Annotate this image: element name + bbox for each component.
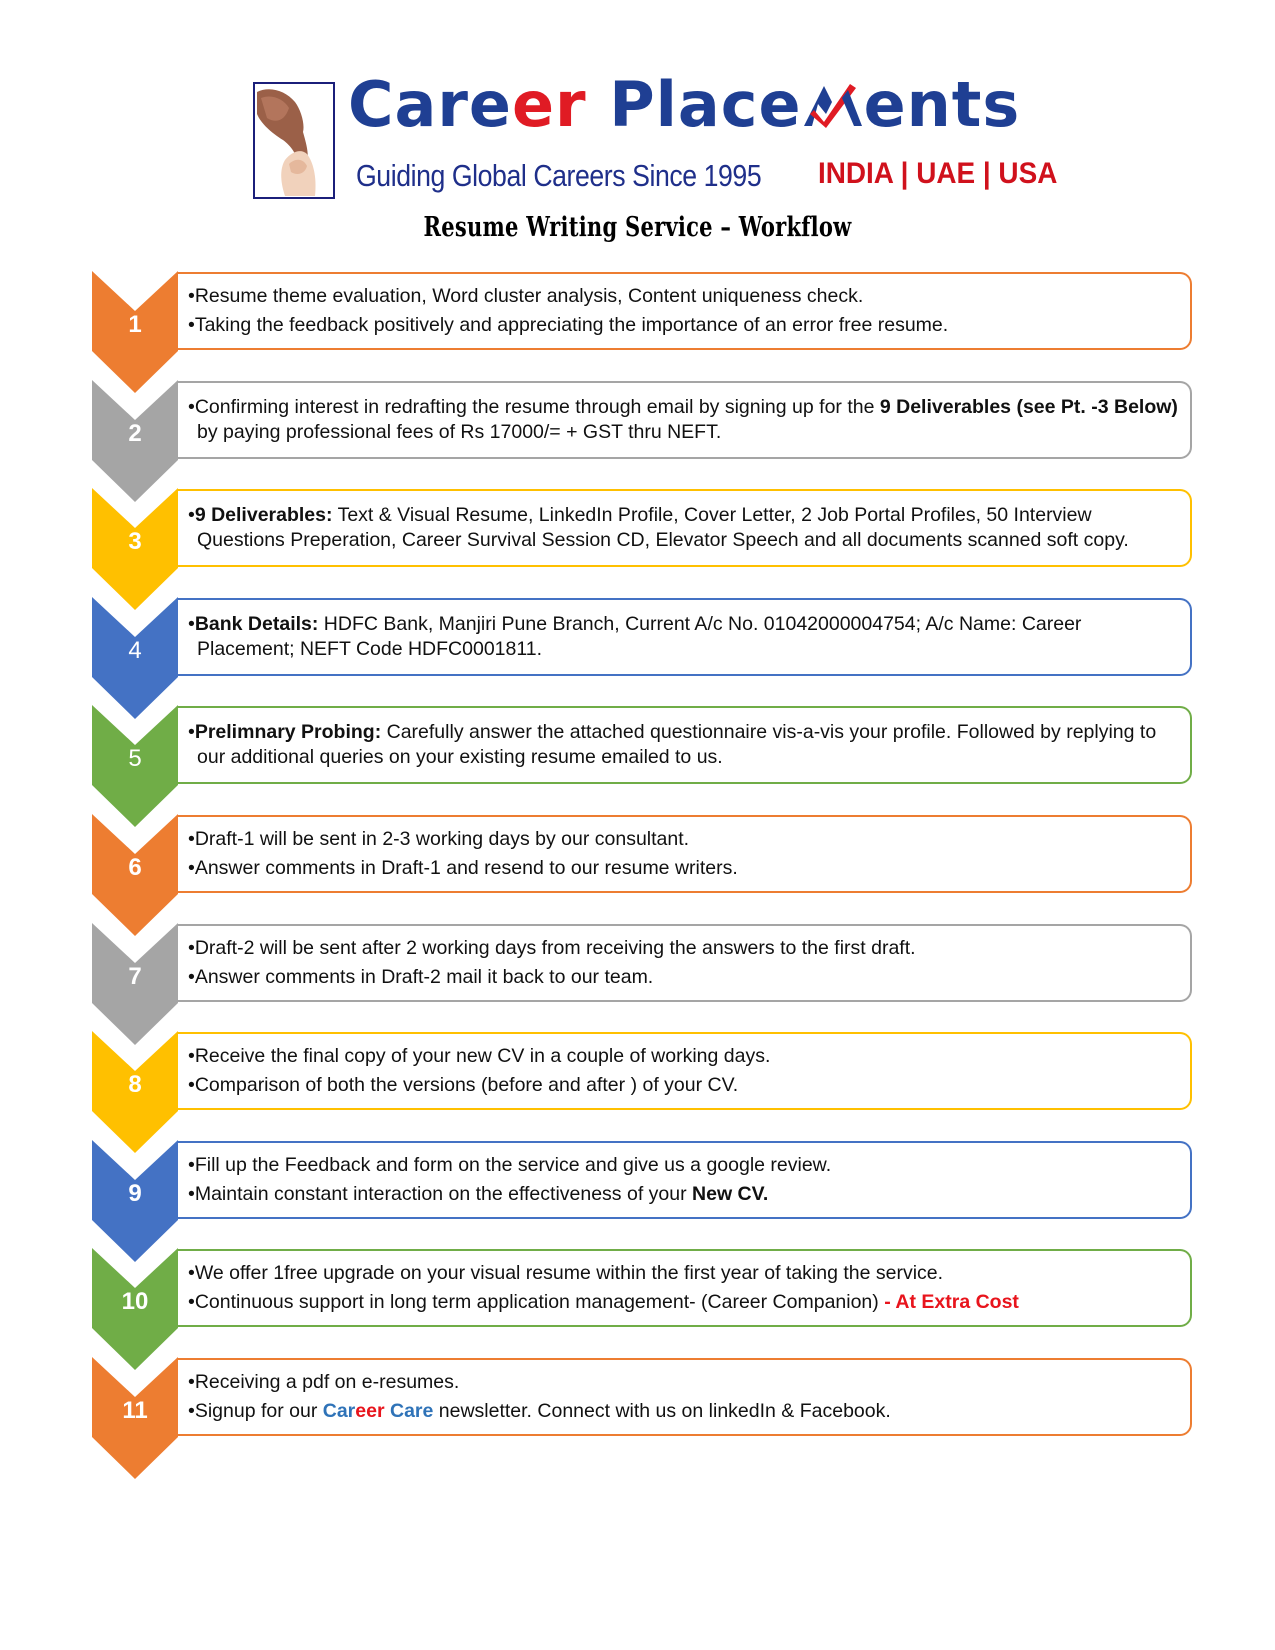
step-bullet	[188, 934, 1184, 963]
text-run: •Answer comments in Draft-1 and resend to our resume writers.	[188, 857, 738, 879]
step-number: 10	[121, 1288, 149, 1316]
step-bullet	[188, 1071, 1184, 1100]
text-run: •Maintain constant interaction on the effectiveness of your	[188, 1182, 693, 1205]
step-bullet	[188, 1259, 1184, 1288]
step-number: 5	[128, 745, 142, 773]
text-run: •Resume theme evaluation, Word cluster analysis, Content uniqueness check.	[188, 285, 864, 307]
step-bullet	[188, 1288, 1184, 1317]
step-description-box	[178, 489, 1192, 567]
hands-icon	[255, 84, 333, 197]
step-description	[188, 825, 1184, 883]
text-bold: 9 Deliverables (see Pt. -3 Below)	[879, 395, 1178, 418]
step-bullet	[188, 282, 1184, 311]
step-bullet	[188, 1151, 1184, 1180]
step-description	[188, 503, 1184, 553]
text-run: by paying professional fees of Rs 17000/= + GST thru NEFT.	[197, 420, 722, 443]
text-bold: 9 Deliverables:	[194, 504, 333, 527]
workflow-step	[92, 814, 1192, 938]
step-description	[188, 1042, 1184, 1100]
text-run: •Draft-1 will be sent in 2-3 working days by our consultant.	[188, 828, 690, 850]
workflow-step	[92, 1031, 1192, 1155]
text-red: - At Extra Cost	[884, 1291, 1019, 1314]
step-number: 2	[128, 419, 142, 447]
step-bullet	[188, 1180, 1184, 1209]
step-description-box	[178, 815, 1192, 893]
step-bullet	[188, 963, 1184, 992]
logo-hands-image	[253, 82, 335, 199]
tagline: Guiding Global Careers Since 1995	[356, 158, 762, 193]
step-number: 7	[128, 962, 142, 990]
step-number: 6	[128, 854, 142, 881]
workflow-step	[92, 1140, 1192, 1264]
step-description-box	[178, 1249, 1192, 1327]
step-description-box	[178, 1358, 1192, 1436]
regions-label: INDIA | UAE | USA	[818, 157, 1058, 190]
step-number: 4	[128, 636, 142, 664]
page-title: Resume Writing Service – Workflow	[423, 212, 852, 243]
brand-text-er: er	[511, 68, 587, 141]
brand-text-car: Car	[348, 68, 469, 141]
text-bold: Bank Details:	[194, 612, 319, 635]
step-number: 8	[128, 1071, 142, 1099]
text-run: •We offer 1free upgrade on your visual resume within the first year of taking the service.	[188, 1262, 944, 1285]
text-run: •Answer comments in Draft-2 mail it back to our team.	[188, 965, 654, 988]
workflow-step	[92, 380, 1192, 504]
text-run: Carefully answer the attached questionnaire vis-a-vis your profile. Followed by replying to our additional queries on your existing resume emailed to us.	[197, 721, 1157, 769]
step-description	[188, 720, 1184, 770]
workflow-step	[92, 705, 1192, 829]
workflow-step	[92, 488, 1192, 612]
brand-text-place: Place	[609, 68, 802, 141]
text-run: •Fill up the Feedback and form on the service and give us a google review.	[188, 1153, 832, 1176]
step-bullet	[188, 825, 1184, 854]
step-description	[188, 1368, 1184, 1426]
step-number: 11	[122, 1397, 148, 1424]
step-bullet	[188, 311, 1184, 340]
text-run: •	[188, 721, 195, 744]
text-run: •Draft-2 will be sent after 2 working days from receiving the answers to the first draft.	[188, 936, 916, 959]
step-bullet	[188, 503, 1184, 553]
text-run: Text & Visual Resume, LinkedIn Profile, Cover Letter, 2 Job Portal Profiles, 50 Interview Questions Preperation, Career Survival Session CD, Elevator Speech and all documents scanned soft copy.	[197, 504, 1129, 552]
step-description	[188, 1151, 1184, 1209]
step-bullet	[188, 720, 1184, 770]
brand-wordmark	[348, 68, 1021, 141]
text-bold: New CV.	[692, 1182, 769, 1205]
text-run: newsletter. Connect with us on linkedIn & Facebook.	[433, 1400, 891, 1422]
step-bullet	[188, 1042, 1184, 1071]
step-description-box	[178, 381, 1192, 459]
step-bullet	[188, 1397, 1184, 1426]
step-description	[188, 934, 1184, 992]
step-bullet	[188, 1368, 1184, 1397]
text-run: HDFC Bank, Manjiri Pune Branch, Current A/c No. 01042000004754; A/c Name: Career Placement; NEFT Code HDFC0001811.	[197, 612, 1082, 660]
text-red: eer	[355, 1400, 385, 1422]
step-number: 3	[128, 528, 142, 556]
step-number: 1	[128, 311, 142, 338]
step-description-box	[178, 1141, 1192, 1219]
workflow-step	[92, 923, 1192, 1047]
step-description-box	[178, 706, 1192, 784]
text-run: •Taking the feedback positively and appreciating the importance of an error free resume.	[188, 314, 949, 336]
workflow-step	[92, 271, 1192, 395]
step-description-box	[178, 1032, 1192, 1110]
step-description	[188, 1259, 1184, 1317]
step-number: 9	[128, 1179, 142, 1207]
step-description	[188, 395, 1184, 445]
workflow-step	[92, 1357, 1192, 1481]
text-run: •Comparison of both the versions (before and after ) of your CV.	[188, 1074, 739, 1097]
text-run: •Receive the final copy of your new CV in a couple of working days.	[188, 1045, 771, 1068]
step-description-box	[178, 272, 1192, 350]
text-blue: Care	[384, 1400, 434, 1422]
step-description	[188, 612, 1184, 662]
checkmark-m-icon	[802, 76, 864, 124]
step-bullet	[188, 612, 1184, 662]
step-description-box	[178, 924, 1192, 1002]
step-bullet	[188, 395, 1184, 445]
step-description-box	[178, 598, 1192, 676]
workflow-step	[92, 1248, 1192, 1372]
text-blue: Car	[322, 1400, 356, 1422]
brand-text-ents: ents	[863, 68, 1021, 141]
brand-text-e: e	[468, 68, 512, 141]
text-bold: Prelimnary Probing:	[194, 721, 382, 744]
text-run: •	[188, 504, 195, 527]
step-bullet	[188, 854, 1184, 883]
step-description	[188, 282, 1184, 340]
text-run: •Continuous support in long term application management- (Career Companion)	[188, 1291, 885, 1314]
text-run: •	[188, 612, 195, 635]
text-run: •Signup for our	[188, 1400, 323, 1422]
workflow-step	[92, 597, 1192, 721]
text-run: •Receiving a pdf on e-resumes.	[188, 1371, 460, 1393]
text-run: •Confirming interest in redrafting the resume through email by signing up for the	[188, 395, 880, 418]
